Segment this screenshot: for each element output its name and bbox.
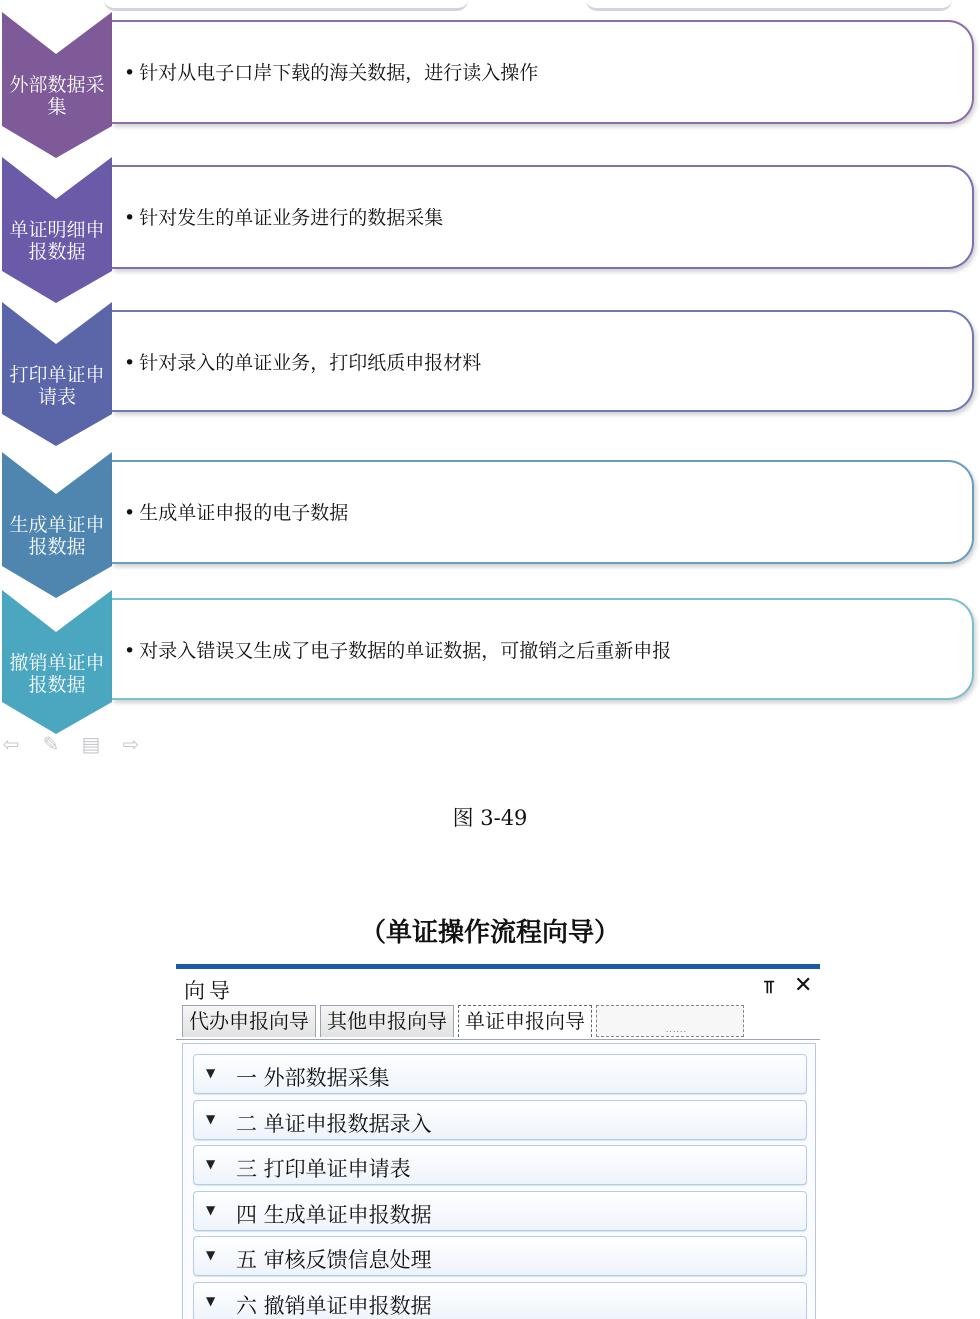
wizard-step[interactable] xyxy=(193,1236,807,1276)
slide-nav-icons xyxy=(0,734,142,754)
step-description-text: 针对录入的单证业务，打印纸质申报材料 xyxy=(139,352,481,374)
step-chevron-label xyxy=(2,514,112,558)
arrow-left-icon[interactable]: ⇦ xyxy=(0,734,22,754)
wizard-step[interactable] xyxy=(193,1100,807,1140)
step-chevron-label-line: 报数据 xyxy=(2,674,112,696)
wizard-step-label: 四 生成单证申报数据 xyxy=(236,1199,432,1229)
wizard-panel xyxy=(176,964,820,1319)
wizard-step-label: 三 打印单证申请表 xyxy=(236,1153,411,1183)
step-chevron-label-line: 打印单证申 xyxy=(2,364,112,386)
step-chevron-label-line: 撤销单证申 xyxy=(2,652,112,674)
chevron-down-icon[interactable]: ▼ xyxy=(206,1203,215,1217)
wizard-step-label: 一 外部数据采集 xyxy=(236,1062,390,1092)
wizard-step[interactable] xyxy=(193,1282,807,1319)
note-icon[interactable]: ▤ xyxy=(80,734,102,754)
figure-caption: 图 3-49 xyxy=(0,802,980,832)
bullet: • xyxy=(124,640,135,662)
step-description-box xyxy=(112,20,974,124)
step-description-text: 针对从电子口岸下载的海关数据，进行读入操作 xyxy=(139,62,538,84)
step-chevron-label-line: 集 xyxy=(2,96,112,118)
wizard-step-label: 五 审核反馈信息处理 xyxy=(236,1244,432,1274)
wizard-step-label: 二 单证申报数据录入 xyxy=(236,1108,432,1138)
step-description-box xyxy=(112,310,974,412)
wizard-step[interactable] xyxy=(193,1191,807,1231)
step-description-text: 生成单证申报的电子数据 xyxy=(139,502,348,524)
chevron-down-icon[interactable]: ▼ xyxy=(206,1066,215,1080)
chevron-down-icon[interactable]: ▼ xyxy=(206,1294,215,1308)
step-chevron-label xyxy=(2,364,112,408)
step-description xyxy=(124,498,348,525)
step-description-box xyxy=(112,165,974,269)
step-chevron-label xyxy=(2,219,112,263)
step-chevron-label-line: 报数据 xyxy=(2,536,112,558)
tab-other-declare[interactable]: 其他申报向导 xyxy=(320,1005,454,1037)
tab-agent-declare[interactable]: 代办申报向导 xyxy=(182,1005,316,1037)
step-chevron-label xyxy=(2,652,112,696)
tab-divider xyxy=(176,1039,820,1040)
step-chevron-label-line: 生成单证申 xyxy=(2,514,112,536)
chevron-down-icon[interactable]: ▼ xyxy=(206,1157,215,1171)
step-description-text: 对录入错误又生成了电子数据的单证数据，可撤销之后重新申报 xyxy=(139,640,671,662)
wizard-step[interactable] xyxy=(193,1145,807,1185)
step-chevron-label-line: 报数据 xyxy=(2,241,112,263)
chevron-down-icon[interactable]: ▼ xyxy=(206,1248,215,1262)
pencil-icon[interactable]: ✎ xyxy=(40,734,62,754)
step-description xyxy=(124,203,443,230)
tab-strip xyxy=(182,1005,744,1039)
bullet: • xyxy=(124,352,135,374)
chevron-down-icon[interactable]: ▼ xyxy=(206,1112,215,1126)
bullet: • xyxy=(124,207,135,229)
tab-document-declare[interactable]: 单证申报向导 xyxy=(458,1005,592,1037)
panel-header xyxy=(176,969,820,1003)
step-chevron-label xyxy=(2,74,112,118)
pin-icon[interactable]: ⫪ xyxy=(764,977,774,998)
steps-list xyxy=(182,1043,816,1319)
close-icon[interactable]: ✕ xyxy=(794,973,812,998)
step-description-text: 针对发生的单证业务进行的数据采集 xyxy=(139,207,443,229)
step-description-box xyxy=(112,598,974,700)
bullet: • xyxy=(124,502,135,524)
step-description xyxy=(124,348,481,375)
tab-blank: ...... xyxy=(596,1005,744,1037)
bullet: • xyxy=(124,62,135,84)
panel-title: 向导 xyxy=(184,975,234,1005)
wizard-step[interactable] xyxy=(193,1054,807,1094)
step-chevron-label-line: 外部数据采 xyxy=(2,74,112,96)
step-description xyxy=(124,58,538,85)
step-description xyxy=(124,636,671,663)
wizard-step-label: 六 撤销单证申报数据 xyxy=(236,1290,432,1319)
step-description-box xyxy=(112,460,974,564)
section-title: （单证操作流程向导） xyxy=(0,912,980,949)
step-chevron-label-line: 单证明细申 xyxy=(2,219,112,241)
arrow-right-icon[interactable]: ⇨ xyxy=(120,734,142,754)
step-chevron-label-line: 请表 xyxy=(2,386,112,408)
